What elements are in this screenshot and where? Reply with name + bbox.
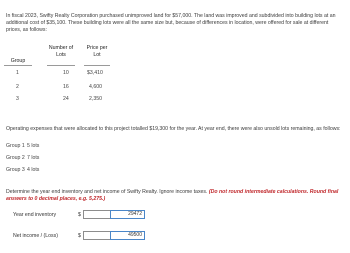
col-header-price: Price per Lot [86,45,108,58]
inventory-label: Year end inventory [13,212,57,218]
header-rule [47,65,75,66]
problem-intro: In fiscal 2023, Swifty Realty Corporation purchased unimproved land for $57,000. The land was improved and subdivided into building lots at an additional cost of $35,100. These building lots were all the same size but, because of differences in location, were offered for sale at different prices, as follows: [6,13,336,33]
table-cell-lots: 24 [63,96,69,102]
table-cell-price: 2,350 [89,96,102,102]
instruction-text [6,189,346,203]
expenses-text: Operating expenses that were allocated to this project totalled $19,300 for the year. At year end, there were also unsold lots remaining, as follows: [6,126,341,132]
remaining-group: Group 3 [6,167,25,173]
remaining-group: Group 2 [6,155,25,161]
remaining-lots: 4 lots [27,167,40,173]
table-cell-price: $3,410 [87,70,103,76]
remaining-group: Group 1 [6,143,25,149]
table-cell-group: 2 [16,84,19,90]
inventory-input[interactable]: 29472 [110,210,145,219]
netincome-currency: $ [78,233,81,239]
header-rule [84,65,110,66]
header-rule [4,65,32,66]
remaining-lots: 5 lots [27,143,40,149]
table-cell-lots: 16 [63,84,69,90]
inventory-currency: $ [78,212,81,218]
table-cell-price: 4,600 [89,84,102,90]
table-cell-group: 1 [16,70,19,76]
instruction-rounding-note: (Do not round intermediate calculations. Round final answers to 0 decimal places, e.g. 5,275.) [6,189,339,202]
table-cell-lots: 10 [63,70,69,76]
col-header-lots: Number of Lots [48,45,74,58]
remaining-lots: 7 lots [27,155,40,161]
netincome-label: Net income / (Loss) [13,233,58,239]
col-header-group: Group [10,58,26,64]
table-cell-group: 3 [16,96,19,102]
netincome-input[interactable]: 49500 [110,231,145,240]
instruction-plain: Determine the year end inventory and net income of Swifty Realty. Ignore income taxes. [6,189,208,195]
